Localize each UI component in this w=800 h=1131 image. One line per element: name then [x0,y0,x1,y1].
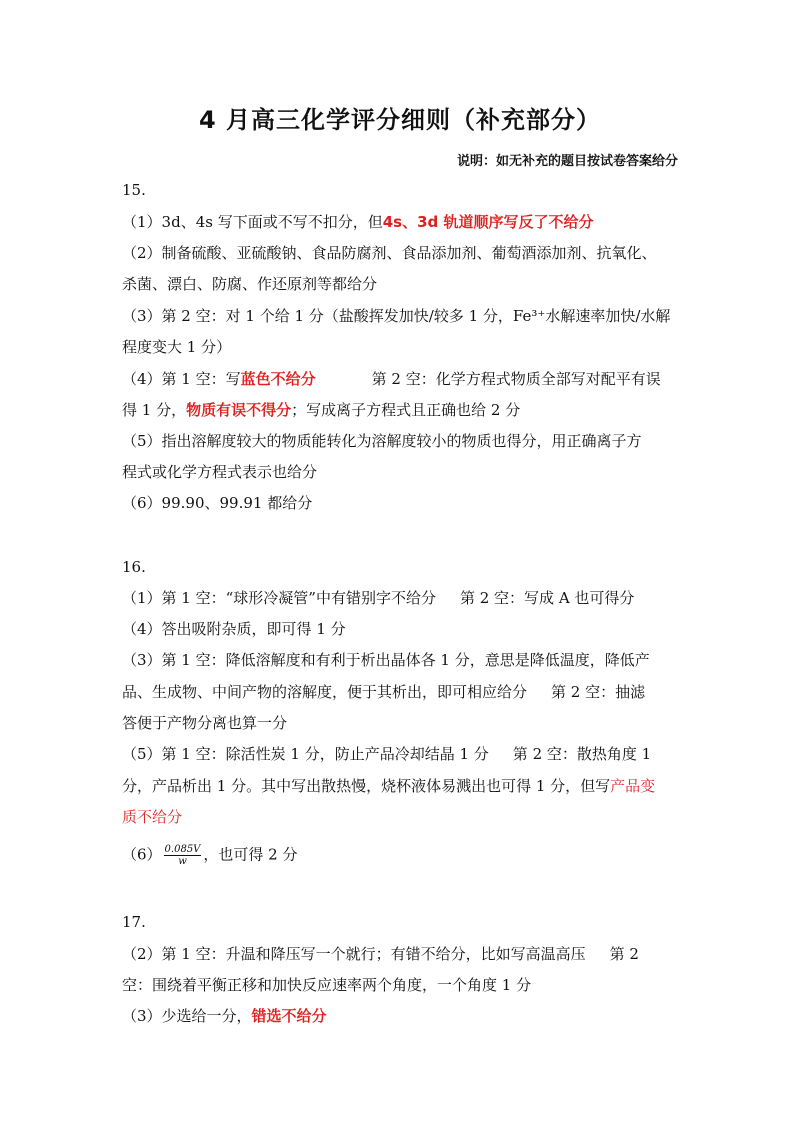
q16-item-5-highlight: 产品变 [610,777,656,795]
q16-item-3-cont [122,682,682,702]
q16-item-5-blank2: 第 2 空：散热角度 1 [512,745,652,763]
q16-item-4: （4）答出吸附杂质，即可得 1 分 [122,620,346,638]
q15-item-5-cont: 程式或化学方程式表示也给分 [122,463,318,481]
q16-item-1 [122,588,682,608]
q15-item-4-highlight: 蓝色不给分 [240,370,316,388]
fraction-denominator: w [178,856,187,867]
q15-item-3-cont: 程度变大 1 分） [122,338,232,356]
instruction-note: 说明：如无补充的题目按试卷答案给分 [456,154,678,169]
q15-item-5: （5）指出溶解度较大的物质能转化为溶解度较小的物质也得分，用正确离子方 [122,432,642,450]
q15-item-4-cont [122,400,682,420]
q15-item-4 [122,369,682,389]
q16-item-5-text: （5）第 1 空：除活性炭 1 分，防止产品冷却结晶 1 分 [122,745,489,763]
q15-item-3: （3）第 2 空：对 1 个给 1 分（盐酸挥发加快/较多 1 分，Fe³⁺水解速率加快/水解 [122,307,671,325]
q16-item-3: （3）第 1 空：降低溶解度和有利于析出晶体各 1 分，意思是降低温度，降低产 [122,651,650,669]
q16-item-3-cont-text: 品、生成物、中间产物的溶解度，便于其析出，即可相应给分 [122,683,528,701]
q17-item-2 [122,944,682,964]
q16-item-6 [122,844,682,867]
q15-item-1 [122,212,682,232]
q17-item-3 [122,1006,682,1026]
question-16-number: 16. [122,558,146,576]
fraction-numerator: 0.085V [164,844,201,855]
q16-item-6-tail: ，也可得 2 分 [203,845,298,864]
q17-item-3-text: （3）少选给一分， [122,1007,252,1025]
q17-item-2-cont: 空：围绕着平衡正移和加快反应速率两个角度，一个角度 1 分 [122,976,532,994]
q16-item-1-text: （1）第 1 空：“球形冷凝管”中有错别字不给分 [122,589,436,607]
q16-item-5-cont2: 质不给分 [122,808,183,826]
q15-item-4-cont-tail: ；写成离子方程式且正确也给 2 分 [291,401,521,419]
q15-item-6: （6）99.90、99.91 都给分 [122,494,313,512]
q15-item-4-text: （4）第 1 空：写 [122,370,241,388]
question-15-number: 15. [122,181,146,199]
page-title: 4 月高三化学评分细则（补充部分） [198,106,602,134]
q15-item-4-cont-highlight: 物质有误不得分 [186,401,292,419]
q15-item-1-highlight: 4s、3d 轨道顺序写反了不给分 [382,213,594,231]
q16-item-5-cont-text: 分，产品析出 1 分。其中写出散热慢，烧杯液体易溅出也可得 1 分，但写 [122,777,611,795]
q15-item-2: （2）制备硫酸、亚硫酸钠、食品防腐剂、食品添加剂、葡萄酒添加剂、抗氧化、 [122,244,657,262]
question-17-number: 17. [122,913,146,931]
q17-item-2-text: （2）第 1 空：升温和降压写一个就行；有错不给分，比如写高温高压 [122,945,586,963]
q15-item-2-cont: 杀菌、漂白、防腐、作还原剂等都给分 [122,275,378,293]
q17-item-3-highlight: 错选不给分 [251,1007,327,1025]
q16-item-3-cont2: 答便于产物分离也算一分 [122,714,288,732]
q16-item-5-cont [122,776,682,796]
q16-item-5 [122,744,682,764]
q15-item-4-cont-text: 得 1 分， [122,401,187,419]
q17-item-2-blank2: 第 2 [609,945,639,963]
q15-item-1-text: （1）3d、4s 写下面或不写不扣分，但 [122,213,383,231]
fraction-formula [164,844,202,867]
q15-item-4-blank2: 第 2 空：化学方程式物质全部写对配平有误 [371,370,661,388]
q16-item-1-blank2: 第 2 空：写成 A 也可得分 [459,589,635,607]
q16-item-6-text: （6） [122,845,162,864]
q16-item-3-blank2: 第 2 空：抽滤 [551,683,646,701]
